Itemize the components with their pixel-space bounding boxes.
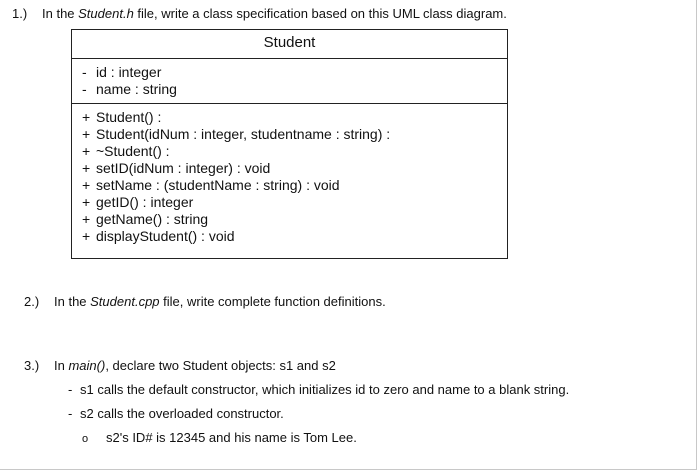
visibility-symbol: + bbox=[82, 211, 91, 227]
uml-method: + setName : (studentName : string) : void bbox=[82, 177, 340, 193]
question-number: 1.) bbox=[12, 6, 28, 21]
sub-bullet-item: o s2's ID# is 12345 and his name is Tom Lee. bbox=[82, 430, 357, 445]
visibility-symbol: + bbox=[82, 126, 91, 142]
bullet-dash: - bbox=[68, 382, 73, 397]
question-text: In bbox=[54, 358, 69, 373]
uml-methods bbox=[72, 104, 507, 245]
visibility-symbol: + bbox=[82, 177, 91, 193]
uml-method: + getName() : string bbox=[82, 211, 209, 227]
uml-attribute: - id : integer bbox=[82, 64, 162, 80]
visibility-symbol: - bbox=[82, 81, 87, 97]
function-name: main() bbox=[68, 358, 106, 373]
visibility-symbol: + bbox=[82, 143, 91, 159]
uml-method: + setID(idNum : integer) : void bbox=[82, 160, 271, 176]
uml-class-name: Student bbox=[72, 30, 507, 59]
bullet-item: - s2 calls the overloaded constructor. bbox=[68, 406, 284, 421]
file-name: Student.h bbox=[78, 6, 134, 21]
uml-method: + getID() : integer bbox=[82, 194, 194, 210]
question-text: In the bbox=[54, 294, 91, 309]
visibility-symbol: + bbox=[82, 109, 91, 125]
visibility-symbol: + bbox=[82, 160, 91, 176]
visibility-symbol: - bbox=[82, 64, 87, 80]
bullet-dash: - bbox=[68, 406, 73, 421]
uml-method: + Student() : bbox=[82, 109, 162, 125]
uml-method: + displayStudent() : void bbox=[82, 228, 235, 244]
question-text: , declare two Student objects: s1 and s2 bbox=[105, 358, 336, 373]
uml-method: + ~Student() : bbox=[82, 143, 170, 159]
visibility-symbol: + bbox=[82, 228, 91, 244]
question-number: 2.) bbox=[24, 294, 40, 309]
question-text: file, write a class specification based on this UML class diagram. bbox=[133, 6, 507, 21]
uml-attribute: - name : string bbox=[82, 81, 177, 97]
question-1 bbox=[12, 6, 507, 22]
visibility-symbol: + bbox=[82, 194, 91, 210]
question-3 bbox=[24, 358, 336, 374]
uml-class-diagram bbox=[71, 29, 508, 259]
question-text: In the bbox=[42, 6, 79, 21]
circle-bullet: o bbox=[82, 433, 89, 445]
file-name: Student.cpp bbox=[90, 294, 160, 309]
uml-method: + Student(idNum : integer, studentname : string) : bbox=[82, 126, 391, 142]
bullet-item: - s1 calls the default constructor, which initializes id to zero and name to a blank string. bbox=[68, 382, 570, 397]
uml-attributes bbox=[72, 59, 507, 104]
question-text: file, write complete function definitions. bbox=[159, 294, 386, 309]
question-number: 3.) bbox=[24, 358, 40, 373]
question-2 bbox=[24, 294, 386, 310]
